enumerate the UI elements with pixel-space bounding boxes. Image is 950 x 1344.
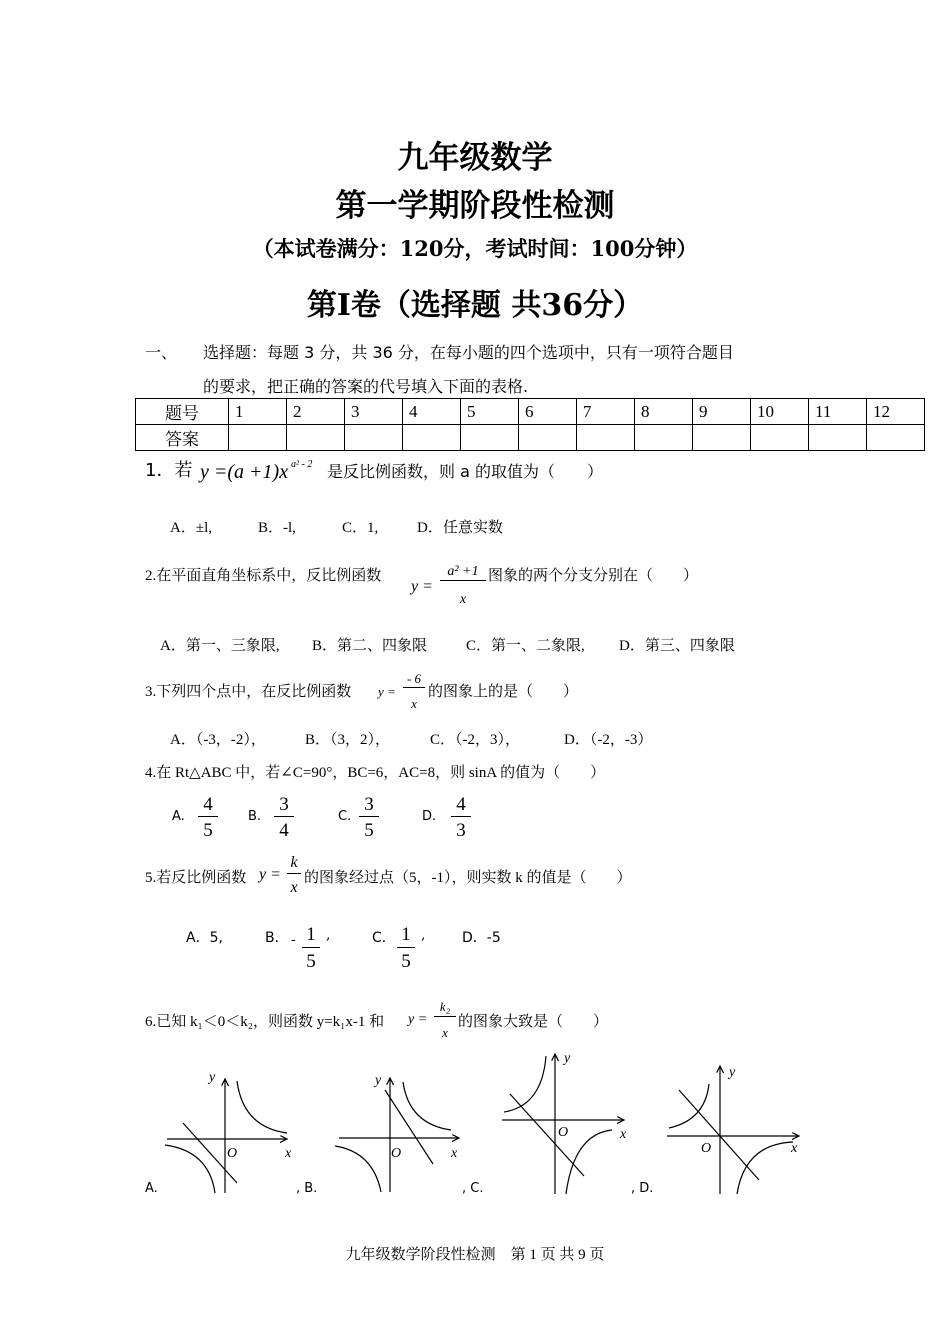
q3-suffix: 的图象上的是（ ） (428, 684, 579, 700)
q1-formula: y =(a +1)x (200, 461, 289, 483)
answer-table (135, 398, 925, 451)
q4-a-den: 5 (203, 820, 213, 841)
q2-numerator: a² +1 (440, 564, 486, 581)
q5-option-b-tail: , (326, 927, 331, 943)
hyperbola-branch (335, 1146, 381, 1192)
graph-c (500, 1048, 640, 1196)
q2-denominator: x (459, 592, 467, 607)
table-cell: 11 (809, 399, 867, 425)
title-line2: 第一学期阶段性检测 (335, 188, 615, 224)
q2-option-b: B．第二、四象限 (312, 638, 428, 654)
answer-cell[interactable] (461, 425, 519, 451)
graph-label-b: , B. (296, 1181, 318, 1196)
q1-prefix: 1．若 (145, 460, 193, 481)
q1-option-a: A．±l, (170, 520, 212, 536)
q3-lhs: y = (378, 684, 396, 699)
graph-label-a: A. (145, 1181, 158, 1196)
answer-cell[interactable] (287, 425, 345, 451)
q6-prefix: 6.已知 k₁＜0＜k₂，则函数 y=k₁x-1 和 (145, 1014, 385, 1030)
q3-denominator: x (411, 696, 417, 711)
x-label: x (620, 1127, 627, 1142)
answer-cell[interactable] (403, 425, 461, 451)
line-graph (510, 1094, 584, 1176)
q5-prefix: 5.若反比例函数 (145, 870, 247, 886)
graph-d (665, 1060, 805, 1196)
table-cell: 3 (345, 399, 403, 425)
table-cell: 4 (403, 399, 461, 425)
q4-option-a-label: A. (172, 809, 185, 824)
q1-suffix: 是反比例函数，则 a 的取值为（ ） (327, 462, 603, 481)
graph-label-c: , C. (462, 1181, 484, 1196)
q1-exponent: a² - 2 (291, 459, 313, 470)
q2-option-c: C．第一、二象限, (466, 638, 585, 654)
q4-option-c-label: C. (338, 809, 352, 824)
q4-d-den: 3 (456, 820, 466, 841)
q5-option-c: C． (372, 930, 396, 946)
y-label: y (729, 1065, 736, 1080)
q2-prefix: 2.在平面直角坐标系中，反比例函数 (145, 568, 382, 584)
q4-d-num: 4 (451, 794, 471, 817)
q2-option-d: D．第三、四象限 (619, 638, 735, 654)
answer-cell[interactable] (751, 425, 809, 451)
graph-b (335, 1068, 475, 1193)
section-text-2: 的要求，把正确的答案的代号填入下面的表格. (203, 377, 529, 396)
q6-suffix: 的图象大致是（ ） (458, 1014, 609, 1030)
graph-a (165, 1065, 305, 1195)
table-cell: 8 (635, 399, 693, 425)
q3-numerator: - 6 (403, 671, 425, 688)
hyperbola-branch (165, 1145, 215, 1193)
origin-label: O (701, 1141, 712, 1156)
table-cell: 10 (751, 399, 809, 425)
answer-cell[interactable] (635, 425, 693, 451)
table-cell: 9 (693, 399, 751, 425)
answer-cell[interactable] (577, 425, 635, 451)
origin-label: O (227, 1146, 238, 1161)
section-text-1: 选择题：每题 3 分，共 36 分，在每小题的四个选项中，只有一项符合题目 (203, 343, 734, 362)
hyperbola-branch (504, 1056, 546, 1112)
q4-a-num: 4 (198, 794, 218, 817)
q2-lhs: y = (411, 578, 433, 595)
q5-c-num: 1 (397, 923, 415, 948)
table-cell: 7 (577, 399, 635, 425)
answer-cell[interactable] (693, 425, 751, 451)
title-line3: （本试卷满分：120分，考试时间：100分钟） (252, 236, 698, 261)
q5-denominator: x (290, 879, 298, 896)
q2-suffix: 图象的两个分支分别在（ ） (488, 568, 699, 584)
q2-option-a: A．第一、三象限, (160, 638, 280, 654)
table-cell: 1 (229, 399, 287, 425)
table-cell: 5 (461, 399, 519, 425)
q5-suffix: 的图象经过点（5，-1），则实数 k 的值是（ ） (304, 870, 632, 886)
page-footer: 九年级数学阶段性检测 第 1 页 共 9 页 (345, 1247, 605, 1263)
answer-cell[interactable] (229, 425, 287, 451)
q6-lhs: y = (408, 1012, 428, 1027)
q3-prefix: 3.下列四个点中，在反比例函数 (145, 684, 352, 700)
line-graph (679, 1090, 759, 1180)
q3-option-b: B．（3，2）， (305, 732, 391, 748)
q5-option-c-tail: , (421, 927, 426, 943)
q4-option-d-label: D. (422, 809, 437, 824)
hyperbola-branch (403, 1082, 451, 1130)
y-label: y (564, 1051, 571, 1066)
x-label: x (285, 1146, 292, 1161)
q4-text: 4.在 Rt△ABC 中，若∠C=90°，BC=6，AC=8，则 sinA 的值为（ ） (145, 765, 606, 781)
table-row-numbers (136, 399, 925, 425)
q5-option-a: A．5, (186, 930, 223, 946)
row-label-answer: 答案 (136, 425, 229, 451)
q4-b-den: 4 (279, 820, 289, 841)
answer-cell[interactable] (867, 425, 925, 451)
table-row-answers (136, 425, 925, 451)
answer-cell[interactable] (519, 425, 577, 451)
q4-c-num: 3 (359, 794, 379, 817)
hyperbola-branch (737, 1142, 793, 1194)
q5-c-den: 5 (401, 951, 411, 972)
answer-cell[interactable] (345, 425, 403, 451)
q3-option-d: D．（-2，-3） (564, 732, 653, 748)
hyperbola-branch (237, 1081, 287, 1133)
q5-option-b: B． (265, 930, 289, 946)
section-title: 第Ⅰ卷（选择题 共36分） (306, 288, 644, 323)
q3-option-a: A．（-3，-2）， (170, 732, 266, 748)
hyperbola-branch (669, 1084, 709, 1128)
origin-label: O (558, 1125, 569, 1140)
q6-numerator: k₂ (434, 998, 456, 1017)
q4-b-num: 3 (274, 794, 294, 817)
q1-option-b: B．-l, (258, 520, 296, 536)
origin-label: O (391, 1146, 402, 1161)
x-label: x (451, 1146, 458, 1161)
q4-c-den: 5 (364, 820, 374, 841)
q3-option-c: C．（-2，3）， (430, 732, 521, 748)
x-label: x (791, 1141, 798, 1156)
q5-b-den: 5 (306, 951, 316, 972)
q1-option-d: D．任意实数 (417, 520, 503, 536)
table-cell: 2 (287, 399, 345, 425)
q4-option-b-label: B. (248, 809, 262, 824)
y-label: y (375, 1073, 382, 1088)
section-number: 一、 (145, 343, 178, 362)
row-label-number: 题号 (136, 399, 229, 425)
y-label: y (209, 1070, 216, 1085)
title-line1: 九年级数学 (397, 140, 553, 176)
q5-option-d: D．-5 (462, 930, 501, 946)
q5-lhs: y = (259, 866, 281, 883)
table-cell: 6 (519, 399, 577, 425)
q5-numerator: k (287, 853, 301, 874)
answer-cell[interactable] (809, 425, 867, 451)
q5-option-b-sign: - (291, 932, 296, 948)
q1-option-c: C．1, (342, 520, 379, 536)
graph-label-d: , D. (631, 1181, 654, 1196)
table-cell: 12 (867, 399, 925, 425)
q5-b-num: 1 (302, 923, 320, 948)
hyperbola-branch (566, 1130, 612, 1194)
q6-denominator: x (442, 1025, 448, 1040)
